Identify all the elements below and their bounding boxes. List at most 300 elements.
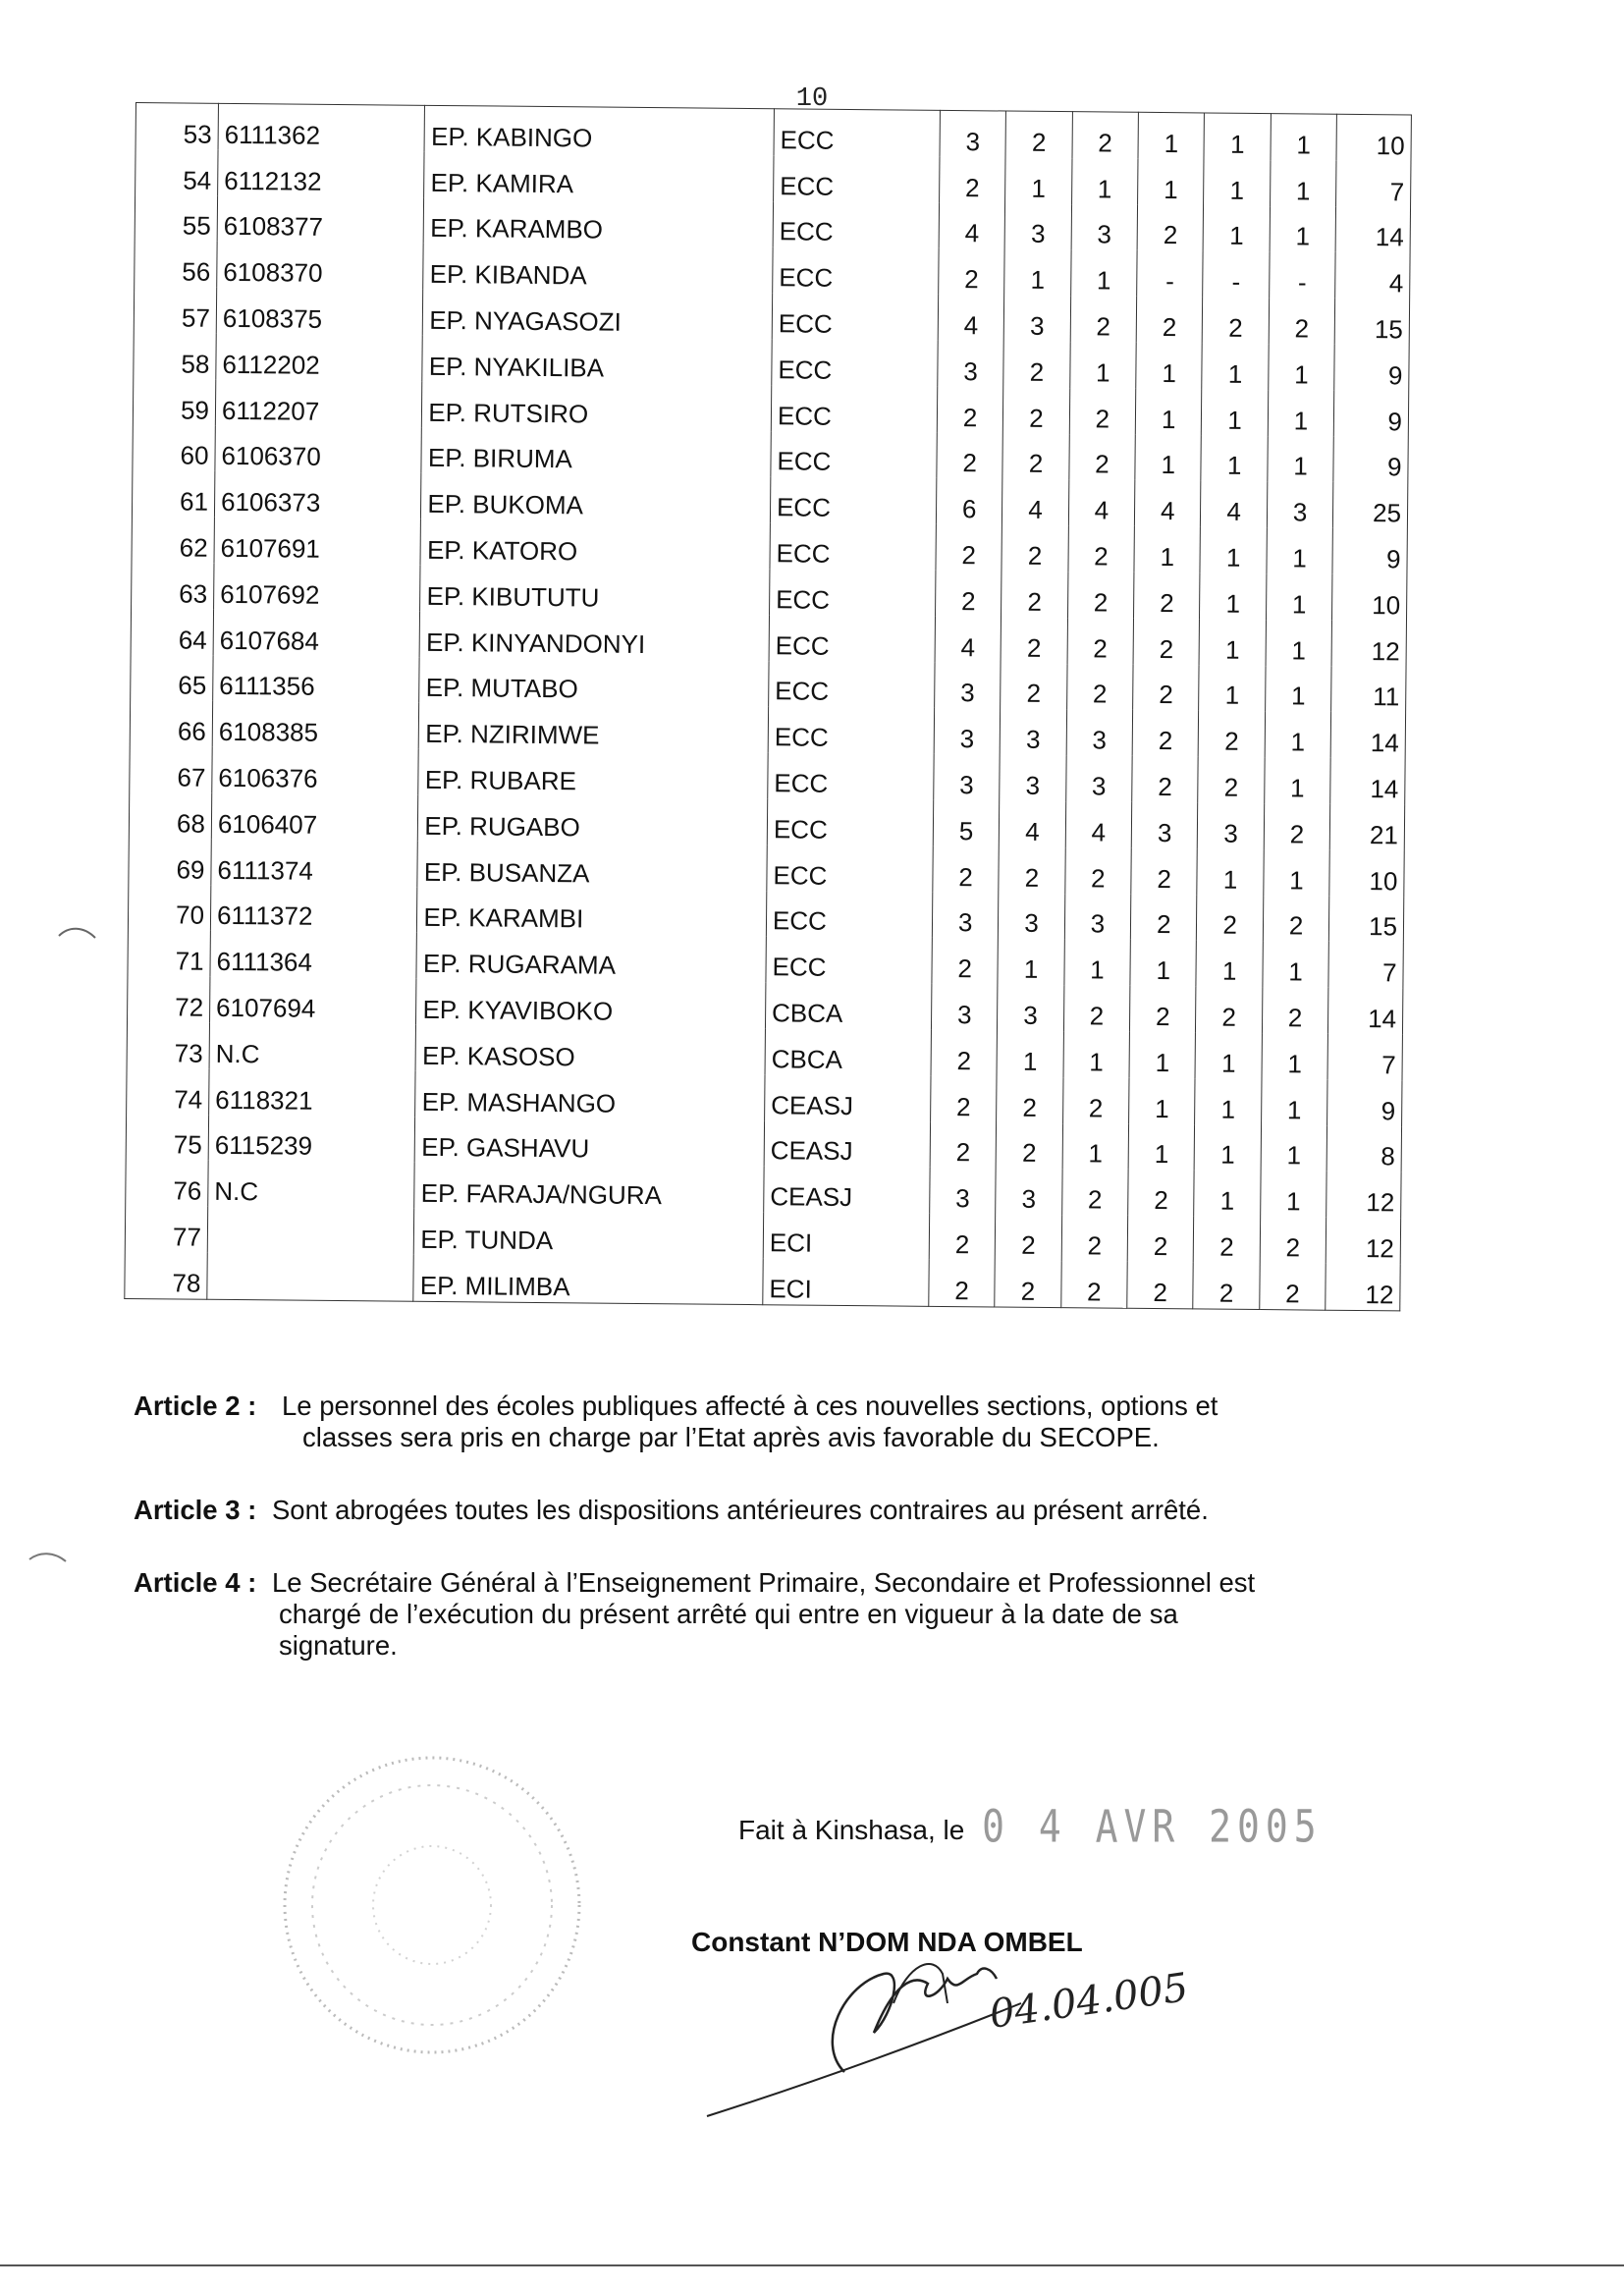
row-number: 63 [132,563,214,610]
class-count: 2 [936,524,1002,571]
class-count: 4 [1065,801,1132,847]
article-text: Le Secrétaire Général à l’Enseignement Primaire, Secondaire et Professionnel est [271,1567,1256,1598]
class-count: 3 [999,893,1065,939]
class-count: 1 [998,939,1064,985]
class-count: 3 [940,110,1006,157]
row-number: 56 [135,241,217,288]
row-number: 67 [130,746,212,793]
school-code: 6108385 [212,701,419,749]
class-count: 3 [934,708,1001,754]
row-total: 11 [1331,666,1406,713]
class-count: 2 [1063,985,1130,1031]
school-name: EP. BUSANZA [417,842,767,891]
class-count: 2 [1260,1263,1326,1310]
class-count: 1 [1070,250,1137,297]
school-code: 6108377 [217,195,424,244]
row-total: 14 [1335,206,1410,253]
class-count: 4 [939,202,1005,248]
row-total: 9 [1333,436,1408,483]
school-name: EP. RUBARE [418,749,768,798]
school-regime: CBCA [765,1028,931,1075]
row-total: 14 [1330,712,1405,759]
class-count: 2 [932,938,999,984]
schools-table-body [125,103,1412,1311]
class-count: 2 [931,1030,998,1076]
class-count: 4 [1201,481,1268,527]
class-count: 1 [1268,436,1334,482]
class-count: 2 [930,1121,997,1168]
row-total: 21 [1329,804,1404,851]
class-count: 1 [1195,1124,1262,1171]
class-count: 1 [1266,573,1332,620]
class-count: 2 [937,432,1003,478]
class-count: 1 [1262,1033,1328,1079]
row-total: 8 [1326,1125,1401,1172]
row-total: 9 [1334,345,1409,392]
row-number: 66 [130,700,212,747]
school-regime: ECC [768,707,934,754]
class-count: 4 [938,295,1004,341]
class-count: 2 [1133,619,1200,665]
school-name: EP. FARAJA/NGURA [414,1163,764,1212]
row-number: 62 [132,517,214,564]
class-count: 2 [1198,757,1265,803]
school-regime: ECC [774,155,940,202]
school-code: 6106370 [215,425,422,473]
school-regime: ECC [766,891,932,938]
school-code: 6111362 [218,103,425,151]
class-count: 2 [1070,296,1137,342]
class-count: 3 [1066,709,1133,755]
school-regime: ECC [770,569,936,616]
class-count: 2 [999,846,1065,893]
class-count: 2 [933,846,1000,893]
school-code: 6107684 [213,610,420,658]
school-name: EP. KINYANDONYI [419,612,769,661]
school-code: N.C [208,1161,415,1209]
class-count: 1 [1270,160,1336,206]
class-count: 4 [1134,480,1201,526]
class-count: 1 [1268,390,1334,436]
class-count: 1 [1204,159,1271,205]
school-name: EP. KARAMBI [417,887,767,936]
school-regime: ECC [771,385,937,432]
class-count: 1 [997,1030,1063,1076]
school-name: EP. KAMIRA [424,152,774,201]
class-count: 2 [1001,525,1068,572]
schools-table [124,102,1412,1311]
row-number: 57 [134,287,216,334]
class-count: 1 [1194,1171,1261,1217]
class-count: 3 [1065,755,1132,801]
class-count: 1 [1270,206,1336,252]
class-count: 2 [1197,895,1264,941]
school-regime: ECC [767,845,933,892]
school-name: EP. KATORO [420,519,770,569]
class-count: 2 [1065,847,1132,894]
school-name: EP. RUTSIRO [422,382,772,431]
class-count: 3 [1004,203,1071,249]
school-name: EP. RUGABO [418,795,768,845]
class-count: 1 [1261,1125,1327,1172]
class-count: 2 [1061,1169,1128,1215]
class-count: 1 [1195,1032,1262,1078]
article-label: Article 4 : [134,1567,257,1598]
row-number: 74 [127,1068,209,1116]
row-total: 12 [1326,1218,1400,1265]
row-total: 10 [1336,114,1411,161]
school-code: 6111372 [210,885,417,933]
class-count: - [1137,250,1204,297]
class-count: 2 [1069,388,1136,434]
school-code: 6107692 [214,564,421,612]
row-number: 65 [131,655,213,702]
class-count: 1 [1005,157,1072,203]
class-count: 4 [935,617,1001,663]
school-regime: CEASJ [764,1120,930,1168]
class-count: 2 [1072,112,1139,159]
row-number: 55 [135,195,217,243]
row-total: 25 [1333,482,1408,529]
school-code: 6111374 [211,840,418,888]
school-name: EP. MILIMBA [413,1255,763,1305]
class-count: 2 [1062,1077,1129,1123]
class-count: 2 [1069,434,1136,480]
school-name: EP. BIRUMA [421,427,771,476]
row-total: 15 [1334,299,1409,346]
class-count: 2 [1260,1217,1326,1263]
class-count: 1 [1202,389,1269,435]
class-count: 2 [935,571,1001,617]
class-count: 2 [931,1076,998,1122]
school-name: EP. NZIRIMWE [419,703,769,752]
row-number: 59 [133,379,215,426]
class-count: 1 [1204,113,1271,160]
class-count: 2 [1133,664,1200,710]
school-regime: ECI [763,1258,929,1306]
class-count: 2 [929,1260,996,1307]
school-regime: ECC [769,661,935,708]
class-count: 3 [1064,894,1131,940]
class-count: 1 [1129,1077,1196,1123]
school-name: EP. KIBUTUTU [420,566,770,615]
school-name: EP. KYAVIBOKO [416,979,766,1028]
class-count: 2 [1060,1261,1127,1308]
handwritten-date: 04.04.005 [986,1965,1191,2038]
class-count: 2 [1130,986,1197,1032]
class-count: 2 [1005,111,1072,158]
class-count: 2 [997,1076,1063,1122]
class-count: 2 [1130,894,1197,940]
class-count: 1 [1135,434,1202,480]
class-count: 1 [1129,1032,1196,1078]
class-count: 1 [1263,941,1329,987]
row-total: 12 [1326,1172,1401,1219]
class-count: 1 [1269,344,1335,390]
class-count: 2 [1264,803,1330,849]
class-count: 4 [1000,800,1066,846]
school-code: N.C [209,1023,416,1071]
school-name: EP. NYAKILIBA [422,336,772,385]
article-3 [134,1495,1351,1526]
row-total: 7 [1328,942,1403,989]
row-number: 76 [126,1160,208,1207]
row-number: 69 [129,839,211,886]
class-count: 3 [932,892,999,938]
margin-mark [25,1542,74,1571]
official-seal [265,1738,599,2072]
article-text-continued: chargé de l’exécution du présent arrêté qui entre en vigueur à la date de sa [279,1599,1178,1629]
class-count: 2 [1127,1262,1194,1309]
row-total: 14 [1328,988,1403,1035]
handwritten-signature [697,1925,1208,2131]
school-code: 6112207 [215,380,422,428]
class-count: 2 [1061,1215,1128,1261]
school-code: 6118321 [209,1068,416,1117]
class-count: 2 [995,1260,1061,1307]
class-count: 1 [1004,249,1071,296]
class-count: 2 [1132,756,1199,802]
date-stamp: 0 4 AVR 2005 [982,1800,1323,1853]
class-count: 1 [1196,941,1263,987]
school-code: 6115239 [208,1115,415,1163]
class-count: 2 [1137,204,1204,250]
row-total: 14 [1330,758,1405,805]
class-count: 2 [1131,848,1198,895]
schools-table-wrapper [124,102,1412,1311]
school-regime: ECC [771,431,937,478]
class-count: - [1203,251,1270,298]
class-count: 1 [1136,343,1203,389]
class-count: 2 [937,387,1003,433]
class-count: 2 [1003,387,1070,433]
article-text: Sont abrogées toutes les dispositions antérieures contraires au présent arrêté. [271,1495,1209,1525]
school-code: 6106373 [214,471,421,519]
class-count: 2 [1001,663,1067,709]
school-regime: ECC [768,752,934,799]
class-count: 1 [1271,114,1337,161]
row-total: 7 [1336,161,1411,208]
school-code: 6111356 [213,655,420,703]
class-count: 2 [1269,298,1335,344]
class-count: 2 [996,1122,1062,1169]
class-count: 3 [1000,709,1066,755]
school-code: 6112132 [218,150,425,198]
class-count: 3 [935,662,1001,708]
class-count: 1 [1199,665,1266,711]
class-count: 1 [1063,1031,1130,1077]
class-count: 2 [1199,711,1266,757]
class-count: 2 [1066,664,1133,710]
school-name: EP. KASOSO [415,1025,765,1074]
class-count: 1 [1071,158,1138,204]
article-label: Article 3 : [134,1495,257,1525]
row-number: 68 [129,792,211,840]
class-count: 3 [930,1168,997,1214]
margin-mark [54,918,103,948]
class-count: 3 [1267,481,1333,527]
page-number: 10 [795,84,829,114]
class-count: 1 [1260,1171,1326,1217]
class-count: 3 [1004,296,1071,342]
row-number: 60 [133,425,215,472]
row-number: 77 [125,1206,207,1253]
class-count: 1 [1201,435,1268,481]
class-count: 1 [1197,848,1264,895]
school-code: 6107691 [214,518,421,566]
school-name: EP. MUTABO [419,657,769,706]
class-count: 2 [940,157,1006,203]
school-code: 6106376 [212,747,419,795]
place-and-date [738,1800,1323,1853]
school-code: 6108370 [217,242,424,290]
class-count: 2 [1067,618,1134,664]
school-regime: ECC [773,247,939,295]
class-count: 1 [1128,1123,1195,1170]
school-code: 6107694 [209,977,416,1025]
row-number: 54 [135,149,218,196]
class-count: 1 [1195,1078,1262,1124]
row-total: 12 [1331,620,1406,667]
school-code: 6111364 [210,931,417,979]
class-count: 2 [1132,710,1199,756]
class-count: 1 [1266,620,1332,666]
class-count: 1 [1130,940,1197,986]
row-number: 58 [134,333,216,380]
class-count: 1 [1265,757,1331,803]
class-count: 3 [934,754,1001,800]
school-code [207,1253,414,1301]
class-count: 1 [1265,666,1331,712]
article-2 [134,1390,1351,1453]
class-count: 3 [938,341,1004,387]
class-count: 1 [1138,112,1205,159]
row-number: 71 [128,930,210,977]
class-count: 2 [1262,987,1328,1033]
school-name: EP. KARAMBO [424,197,774,246]
class-count: 1 [1202,343,1269,389]
row-total: 4 [1335,252,1410,300]
class-count: 2 [996,1215,1062,1261]
class-count: 1 [1064,939,1131,985]
school-regime: ECC [772,339,938,386]
school-regime: ECC [774,109,940,157]
row-total: 7 [1327,1034,1402,1081]
place-text: Fait à Kinshasa, le [738,1815,965,1845]
class-count: 2 [1067,572,1134,618]
class-count: 2 [1263,896,1329,942]
class-count: 1 [1267,527,1333,573]
class-count: 2 [1001,571,1068,617]
school-regime: ECC [770,477,936,524]
class-count: 5 [933,800,1000,846]
class-count: 2 [1003,341,1070,387]
class-count: 3 [998,985,1064,1031]
school-regime: ECC [773,201,939,248]
school-name: EP. KABINGO [424,105,774,155]
class-count: 4 [1002,479,1069,525]
school-regime: CEASJ [765,1074,931,1121]
class-count: 2 [1136,297,1203,343]
class-count: 3 [931,984,998,1030]
row-number: 53 [135,103,218,150]
school-name: EP. MASHANGO [415,1071,765,1120]
school-name: EP. BUKOMA [421,473,771,522]
school-regime: ECC [766,937,932,984]
row-number: 64 [131,609,213,656]
school-name: EP. GASHAVU [415,1117,765,1166]
class-count: 2 [1193,1262,1260,1309]
class-count: 3 [1000,755,1066,801]
class-count: 2 [1127,1216,1194,1262]
article-label: Article 2 : [134,1390,257,1421]
class-count: 2 [1194,1217,1261,1263]
class-count: 3 [996,1169,1062,1215]
school-name: EP. NYAGASOZI [423,290,773,339]
row-total: 9 [1332,528,1407,575]
school-regime: ECI [763,1212,929,1259]
row-total: 10 [1329,849,1404,897]
class-count: 1 [1200,572,1267,619]
signatory-name: Constant N’DOM NDA OMBEL [691,1927,1083,1957]
class-count: 2 [1128,1170,1195,1216]
school-regime: ECC [767,798,933,845]
class-count: 2 [1068,525,1135,572]
class-count: 1 [1138,159,1205,205]
school-regime: CBCA [765,982,931,1029]
school-code: 6106407 [211,793,418,842]
class-count: 1 [1264,849,1330,896]
footer-rule [0,2264,1624,2266]
class-count: 3 [1198,802,1265,848]
class-count: 1 [1265,711,1331,757]
school-regime: CEASJ [764,1167,930,1214]
school-name: EP. KIBANDA [423,244,773,293]
class-count: 1 [1134,526,1201,572]
school-regime: ECC [769,615,935,662]
class-count: 2 [1001,617,1067,663]
article-text-continued: signature. [279,1630,398,1661]
row-number: 73 [127,1022,209,1069]
class-count: 1 [1069,342,1136,388]
row-number: 61 [132,470,214,518]
article-text: Le personnel des écoles publiques affecté à ces nouvelles sections, options et [281,1390,1218,1421]
class-count: - [1269,251,1335,298]
school-code: 6112202 [216,334,423,382]
class-count: 2 [929,1214,996,1260]
row-total: 9 [1327,1079,1402,1126]
article-4 [134,1567,1351,1662]
school-name: EP. TUNDA [414,1209,764,1258]
class-count: 2 [1203,298,1270,344]
row-total: 12 [1326,1264,1400,1311]
class-count: 1 [1200,527,1267,573]
row-number: 72 [128,976,210,1023]
row-total: 9 [1333,391,1408,438]
class-count: 2 [1002,433,1069,479]
row-number: 78 [125,1252,207,1299]
class-count: 1 [1261,1079,1327,1125]
school-regime: ECC [770,522,936,570]
class-count: 2 [1196,987,1263,1033]
class-count: 3 [1131,802,1198,848]
class-count: 6 [936,478,1002,524]
class-count: 2 [1134,572,1201,619]
class-count: 1 [1135,389,1202,435]
class-count: 1 [1200,619,1267,665]
school-name: EP. RUGARAMA [416,933,766,982]
class-count: 3 [1071,204,1138,250]
